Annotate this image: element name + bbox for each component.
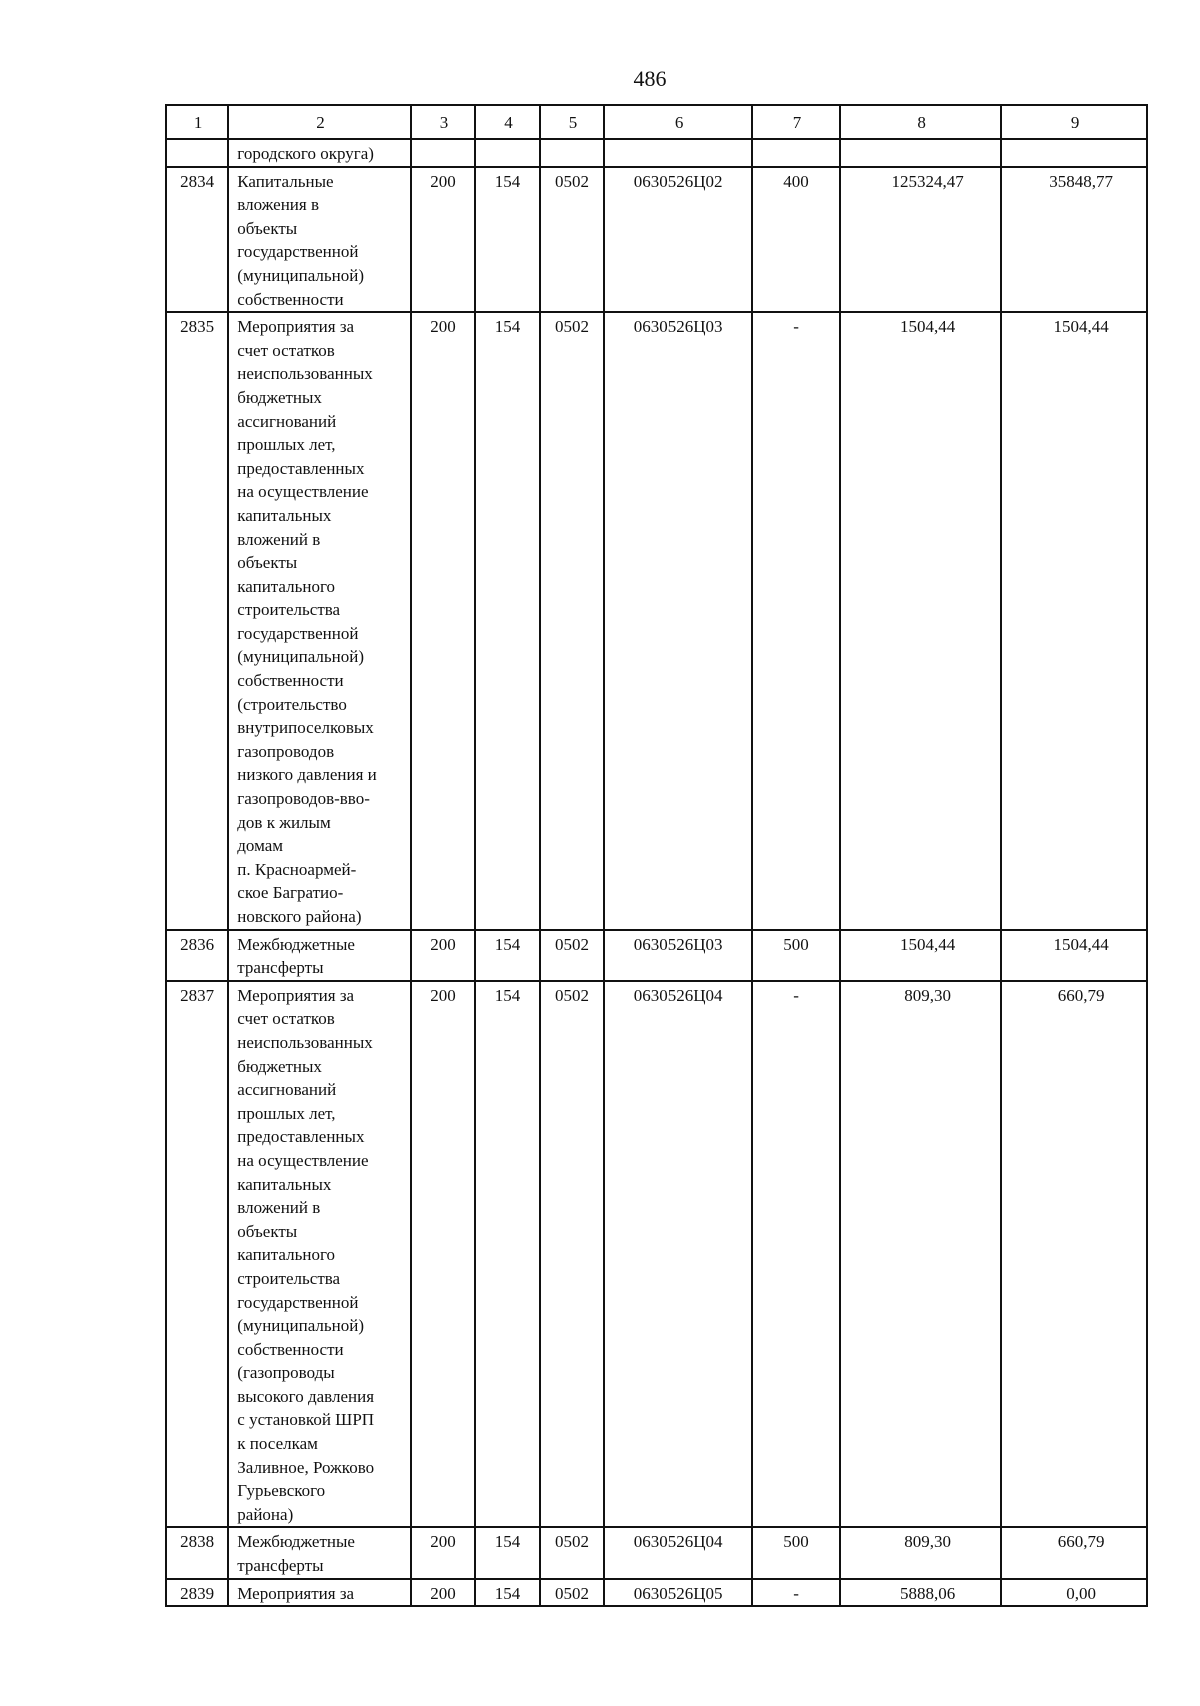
cell-name: Мероприятия за счет остатков неиспользованных бюджетных ассигнований прошлых лет, предоставленных на осуществление капитальных вложений в объекты капитального строительства государственной (муниципальной) собственности (газопроводы высокого давления с установкой ШРП к поселкам Заливное, Рожково Гурьевского района) (228, 981, 410, 1528)
cell (475, 139, 540, 167)
cell-name: Мероприятия за счет остатков неиспользованных бюджетных ассигнований прошлых лет, предоставленных на осуществление капитальных вложений в объекты капитального строительства государственной (муниципальной) собственности (строительство внутрипоселковых газопроводов низкого давления и газопроводов-вво- дов к жилым домам п. Красноармей- ское Багратио- новского района) (228, 312, 410, 929)
cell-amount-9: 1504,44 (1001, 930, 1147, 981)
cell-amount-8: 809,30 (840, 1527, 1001, 1578)
column-header: 5 (540, 105, 605, 139)
cell-col3: 200 (411, 1527, 476, 1578)
cell (752, 139, 840, 167)
cell-name: Межбюджетные трансферты (228, 930, 410, 981)
cell-col3: 200 (411, 981, 476, 1528)
cell (540, 139, 605, 167)
table-row (166, 930, 1147, 981)
cell (411, 139, 476, 167)
cell-amount-9: 1504,44 (1001, 312, 1147, 929)
cell-amount-9: 35848,77 (1001, 167, 1147, 313)
cell-amount-8: 1504,44 (840, 930, 1001, 981)
cell-number: 2836 (166, 930, 228, 981)
cell-amount-8: 1504,44 (840, 312, 1001, 929)
column-header: 9 (1001, 105, 1147, 139)
cell-col5: 0502 (540, 312, 605, 929)
cell (1001, 139, 1147, 167)
header-row (166, 105, 1147, 139)
cell-col4: 154 (475, 167, 540, 313)
cell-col4: 154 (475, 930, 540, 981)
table-row (166, 1579, 1147, 1607)
cell-col5: 0502 (540, 930, 605, 981)
continuation-row (166, 139, 1147, 167)
column-header: 1 (166, 105, 228, 139)
budget-table (165, 104, 1148, 1607)
table-row (166, 312, 1147, 929)
column-header: 7 (752, 105, 840, 139)
cell-number: 2838 (166, 1527, 228, 1578)
cell-col4: 154 (475, 1527, 540, 1578)
cell-amount-8: 809,30 (840, 981, 1001, 1528)
cell-col4: 154 (475, 981, 540, 1528)
cell-col4: 154 (475, 1579, 540, 1607)
column-header: 8 (840, 105, 1001, 139)
column-header: 2 (228, 105, 410, 139)
cell-code: 0630526Ц03 (604, 312, 752, 929)
cell-amount-9: 660,79 (1001, 981, 1147, 1528)
table-row (166, 1527, 1147, 1578)
cell-col7: 500 (752, 930, 840, 981)
cell-col5: 0502 (540, 981, 605, 1528)
cell-code: 0630526Ц04 (604, 981, 752, 1528)
page-number: 486 (633, 66, 667, 91)
cell-number: 2834 (166, 167, 228, 313)
cell-col5: 0502 (540, 1527, 605, 1578)
column-header: 4 (475, 105, 540, 139)
cell (604, 139, 752, 167)
column-header: 3 (411, 105, 476, 139)
cell-amount-8: 5888,06 (840, 1579, 1001, 1607)
cell-number: 2839 (166, 1579, 228, 1607)
cell-number: 2835 (166, 312, 228, 929)
cell-col5: 0502 (540, 1579, 605, 1607)
cell-col7: 500 (752, 1527, 840, 1578)
cell-number: 2837 (166, 981, 228, 1528)
cell-col5: 0502 (540, 167, 605, 313)
cell-amount-9: 0,00 (1001, 1579, 1147, 1607)
cell-col3: 200 (411, 312, 476, 929)
table-row (166, 981, 1147, 1528)
cell-amount-8: 125324,47 (840, 167, 1001, 313)
cell-col3: 200 (411, 167, 476, 313)
cell-number (166, 139, 228, 167)
cell-name: Межбюджетные трансферты (228, 1527, 410, 1578)
cell-code: 0630526Ц02 (604, 167, 752, 313)
cell-name: городского округа) (228, 139, 410, 167)
cell-col4: 154 (475, 312, 540, 929)
cell-amount-9: 660,79 (1001, 1527, 1147, 1578)
column-header: 6 (604, 105, 752, 139)
cell-col7: - (752, 1579, 840, 1607)
cell-col3: 200 (411, 930, 476, 981)
cell-col7: - (752, 981, 840, 1528)
cell-name: Мероприятия за (228, 1579, 410, 1607)
cell-col7: 400 (752, 167, 840, 313)
cell-col3: 200 (411, 1579, 476, 1607)
cell-code: 0630526Ц04 (604, 1527, 752, 1578)
cell-col7: - (752, 312, 840, 929)
cell-code: 0630526Ц05 (604, 1579, 752, 1607)
cell-name: Капитальные вложения в объекты государственной (муниципальной) собственности (228, 167, 410, 313)
cell-code: 0630526Ц03 (604, 930, 752, 981)
table-row (166, 167, 1147, 313)
cell (840, 139, 1001, 167)
